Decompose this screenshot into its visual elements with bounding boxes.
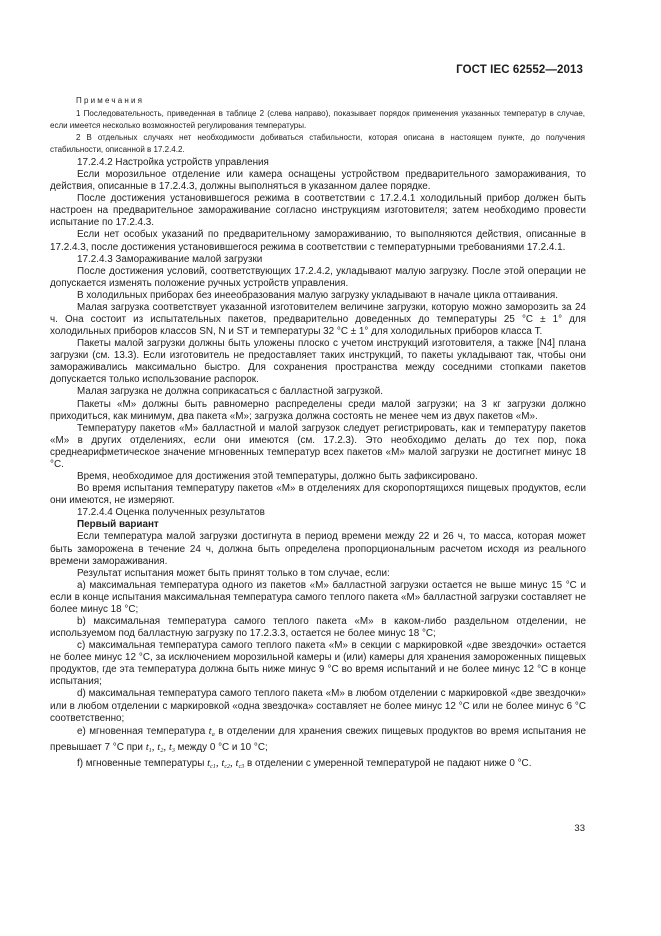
note-1: 1 Последовательность, приведенная в таблице 2 (слева направо), показывает порядок применения указанных температур в случае, если имеется несколько возможностей регулирования температуры.: [50, 109, 585, 131]
list-item-c: c) максимальная температура самого теплого пакета «М» в секции с маркировкой «две звездочки» остается не более минус 12 °С, за исключением морозильной камеры и (или) камеры для хранения замороженных пищевых продуктов, где эта температура должна быть ниже минус 9 °С во время испытаний и не более минус 12 °С в конце испытания;: [50, 640, 586, 688]
variant-heading: Первый вариант: [77, 519, 159, 531]
paragraph: Пакеты малой загрузки должны быть уложены плоско с учетом инструкций изготовителя, а также [N4] плана загрузки (см. 13.3). Если изготовитель не предоставляет таких инструкций, то пакеты укладывают так, чтобы они замораживались максимально быстро. Для сохранения пространства между соседними стопками пакетов допускается только использование распорок.: [50, 338, 586, 386]
paragraph: Если температура малой загрузки достигнута в период времени между 22 и 26 ч, то масса, которая может быть заморожена в течение 24 ч, должна быть определена пропорциональным расчетом исходя из реального времени замораживания.: [50, 531, 586, 567]
section-17-2-4-4-title: 17.2.4.4 Оценка полученных результатов: [77, 507, 265, 519]
section-17-2-4-2-title: 17.2.4.2 Настройка устройств управления: [77, 157, 269, 168]
paragraph: Малая загрузка соответствует указанной изготовителем величине загрузки, которую можно заморозить за 24 ч. Она состоит из испытательных пакетов, предварительно доведенных до температуры 25 °С ± 1° для холодильных приборов классов SN, N и ST и температуры 32 °С ± 1° для холодильных приборов класса Т.: [50, 301, 586, 338]
formula-t1-t2-t3: $t_1$, $t_2$, $t_3$: [145, 740, 175, 754]
formula-tc1-tc2-tc3: $t_{c1}$, $t_{c2}$, $t_{c3}$: [207, 756, 245, 770]
main-text: [50, 157, 586, 773]
paragraph: В холодильных приборах без инееобразования малую загрузку укладывают в начале цикла оттаивания.: [77, 289, 558, 301]
list-item-e-end: между 0 °С и 10 °С;: [174, 741, 268, 753]
paragraph: После достижения условий, соответствующих 17.2.4.2, укладывают малую загрузку. После этой операции не допускается изменять положение ручных устройств управления.: [50, 265, 586, 289]
list-item-e-middle: в отделении для хранения свежих пищевых продуктов во время испытания не превышает 7 °С при: [50, 725, 587, 753]
list-item-e: [50, 725, 586, 757]
paragraph: Если нет особых указаний по предварительному замораживанию, то выполняются действия, описанные в 17.2.4.3, после достижения установившегося режима в соответствии с температурными требованиями 17.2.4.1.: [50, 229, 586, 253]
section-17-2-4-3-title: 17.2.4.3 Замораживание малой загрузки: [77, 253, 263, 265]
paragraph: Малая загрузка не должна соприкасаться с балластной загрузкой.: [77, 386, 383, 398]
paragraph: Результат испытания может быть принят только в том случае, если:: [77, 567, 390, 579]
paragraph: Температуру пакетов «М» балластной и малой загрузок следует регистрировать, как и температуру пакетов «М» в других отделениях, если они имеются (см. 17.2.3). Это необходимо делать до тех пор, пока среднеарифметическое значение мгновенных температур всех пакетов «М» малой загрузки не достигнет минус 18 °С.: [50, 422, 586, 470]
formula-t-a: $t_a$: [208, 724, 215, 738]
standard-header: ГОСТ IEC 62552—2013: [456, 64, 583, 76]
paragraph: Время, необходимое для достижения этой температуры, должно быть зафиксировано.: [77, 471, 478, 483]
notes-heading: Примечания: [76, 96, 145, 105]
notes-block: [50, 95, 585, 156]
list-item-a: a) максимальная температура одного из пакетов «М» балластной загрузки остается не выше минус 15 °С и если в конце испытания максимальная температура самого теплого пакета «М» балластной загрузки составляет не более минус 18 °С;: [50, 579, 586, 615]
list-item-b: b) максимальная температура самого теплого пакета «М» в каком-либо раздельном отделении, не используемом под балластную загрузку по 17.2.3.3, остается не более минус 18 °С;: [50, 615, 586, 640]
paragraph: После достижения установившегося режима в соответствии с 17.2.4.1 холодильный прибор должен быть настроен на предварительное замораживание согласно инструкциям изготовителя; затем необходимо провести испытание по 17.2.4.3.: [50, 193, 586, 229]
list-item-f: [50, 757, 586, 773]
page-number: 33: [574, 823, 585, 834]
note-2: 2 В отдельных случаях нет необходимости добиваться стабильности, которая описана в настоящем пункте, до получения стабильности, описанной в 17.2.4.2.: [50, 133, 585, 155]
paragraph: Во время испытания температуру пакетов «М» в отделениях для скоропортящихся пищевых продуктов, если они имеются, не измеряют.: [50, 483, 586, 507]
paragraph: Пакеты «М» должны быть равномерно распределены среди малой загрузки; на 3 кг загрузки должно приходиться, как минимум, два пакета «М»; загрузка должна состоять не менее чем из двух пакетов «М».: [50, 398, 586, 422]
paragraph: Если морозильное отделение или камера оснащены устройством предварительного замораживания, то действия, описанные в 17.2.4.3, должны выполняться в указанном далее порядке.: [50, 169, 586, 193]
list-item-e-start: e) мгновенная температура: [77, 725, 209, 737]
list-item-f-start: f) мгновенные температуры: [77, 757, 208, 769]
list-item-d: d) максимальная температура самого теплого пакета «М» в любом отделении с маркировкой «две звездочки» или в любом отделении с маркировкой «одна звездочка» составляет не более минус 12 °С или не более минус 6 °С соответственно;: [50, 688, 586, 724]
list-item-f-end: в отделении с умеренной температурой не падают ниже 0 °С.: [244, 757, 532, 769]
